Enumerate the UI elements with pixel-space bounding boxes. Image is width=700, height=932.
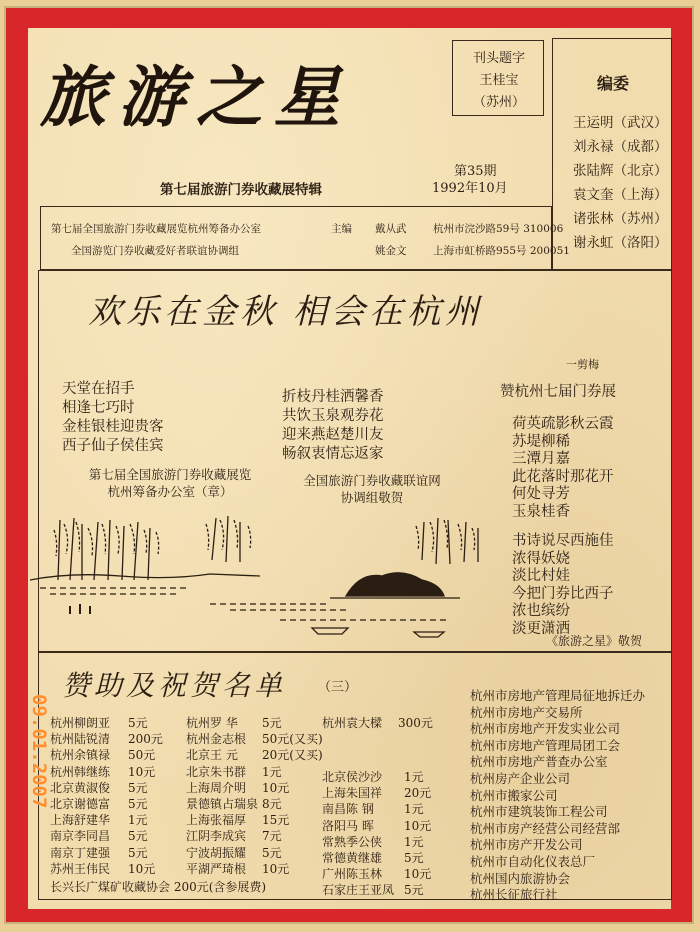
sponsor-amount: 10元 xyxy=(128,764,156,779)
poem-3-title: 赞杭州七届门券展 xyxy=(500,384,616,400)
poem-line: 相逢七巧时 xyxy=(62,400,135,416)
sponsor-organization: 杭州长征旅行社 xyxy=(470,887,558,903)
sponsor-amount: 7元 xyxy=(262,829,282,844)
sponsor-amount: 10元 xyxy=(404,818,432,833)
sponsor-name: 杭州陆锐清 xyxy=(50,732,111,747)
poem-line: 共饮玉泉观券花 xyxy=(282,408,384,424)
chief-editor-1: 戴从武 xyxy=(375,223,407,235)
address-2: 上海市虹桥路955号 200051 xyxy=(433,245,570,257)
sponsor-name: 南京丁建强 xyxy=(50,845,111,860)
sponsor-amount: 5元 xyxy=(128,829,148,844)
sponsor-name: 广州陈玉林 xyxy=(322,867,383,882)
sponsor-organization: 杭州市房产经营公司经营部 xyxy=(470,820,621,836)
sponsor-name: 平湖严琦根 xyxy=(186,861,247,876)
sponsor-name: 常德黄继雄 xyxy=(322,851,383,865)
sponsor-name: 北京朱书群 xyxy=(186,764,247,779)
masthead-title: 旅游之星 xyxy=(40,58,352,136)
sponsor-organization: 杭州市自动化仪表总厂 xyxy=(470,854,596,869)
willow-trees-left xyxy=(54,518,159,580)
poem-line: 书诗说尽西施佳 xyxy=(512,533,614,549)
sponsor-amount: 5元 xyxy=(262,845,282,860)
sponsor-name: 杭州韩继练 xyxy=(50,764,111,779)
editor-name: 王运明（武汉） xyxy=(573,115,668,131)
sponsor-name: 北京王 元 xyxy=(186,748,238,763)
poem-3 xyxy=(512,416,614,638)
greeting-heading: 欢乐在金秋 相会在杭州 xyxy=(88,292,483,332)
poem-line: 淡更潇洒 xyxy=(512,620,570,637)
credit-line: 第七届全国旅游门券收藏展览 xyxy=(88,467,252,482)
special-issue-title: 第七届旅游门券收藏展特辑 xyxy=(160,182,322,198)
sponsor-name: 南昌陈 钢 xyxy=(322,802,374,817)
sponsor-name: 上海周介明 xyxy=(186,780,247,795)
issue-number: 第35期 xyxy=(454,164,497,179)
editorial-board xyxy=(552,38,672,270)
photo-date-stamp-text: 09.01.2007 xyxy=(28,694,50,809)
sponsor-name: 杭州柳朗亚 xyxy=(50,716,111,730)
poem-3-credit: 《旅游之星》敬贺 xyxy=(546,634,643,648)
sponsor-name: 杭州金志根 xyxy=(186,732,247,747)
poem-2 xyxy=(282,388,384,464)
sponsor-amount: 1元 xyxy=(404,802,424,817)
sponsor-amount: 20元(又买) xyxy=(262,748,323,763)
inscription-box xyxy=(452,40,544,116)
sponsor-amount: 5元 xyxy=(262,716,282,730)
sponsor-amount: 10元 xyxy=(128,861,156,876)
sponsor-organization: 杭州市房地产普查办公室 xyxy=(470,754,608,770)
sponsor-amount: 5元 xyxy=(128,780,148,795)
sponsor-name: 上海舒建华 xyxy=(50,813,111,828)
sponsor-amount: 15元 xyxy=(262,813,290,828)
chief-editor-2: 姚金文 xyxy=(375,245,407,257)
sponsor-organization: 杭州市房产开发公司 xyxy=(470,837,583,853)
sponsor-amount: 1元 xyxy=(404,834,424,849)
poem-line: 何处寻芳 xyxy=(512,486,570,502)
poem-2-credit xyxy=(282,472,462,506)
sponsor-organization: 杭州市房地产管理局征地拆迁办 xyxy=(470,688,646,703)
chief-editor-label: 主编 xyxy=(331,223,352,235)
sponsor-name: 常熟季公侠 xyxy=(322,834,383,849)
poem-1-credit xyxy=(60,466,280,500)
poem-line: 今把门券比西子 xyxy=(512,585,614,602)
sponsor-name: 景德镇占瑞泉 xyxy=(186,797,259,811)
poem-3-tune: 一剪梅 xyxy=(566,358,599,371)
sponsor-organization: 杭州市房地产交易所 xyxy=(470,704,583,720)
poem-line: 畅叙衷情忘返家 xyxy=(282,446,384,462)
sponsor-name: 杭州余镇禄 xyxy=(50,748,111,763)
sponsor-name: 上海张福厚 xyxy=(186,813,247,828)
sponsor-organization: 杭州市房地产开发实业公司 xyxy=(470,721,621,737)
editor-name: 诸张林（苏州） xyxy=(573,211,668,227)
sponsor-name: 北京谢德富 xyxy=(50,797,111,811)
sponsor-amount: 5元 xyxy=(128,845,148,860)
inscription-line: （苏州） xyxy=(472,95,525,110)
credit-line: 杭州筹备办公室（章） xyxy=(107,484,233,499)
poem-line: 金桂银桂迎贵客 xyxy=(62,419,164,435)
poem-line: 天堂在招手 xyxy=(62,381,135,397)
poem-line: 浓得妖娆 xyxy=(512,550,570,567)
sponsor-organization: 杭州房产企业公司 xyxy=(470,771,571,786)
issue-date: 1992年10月 xyxy=(432,181,508,196)
address-1: 杭州市浣沙路59号 310006 xyxy=(433,223,564,235)
sponsor-name: 杭州袁大樑 xyxy=(322,716,383,730)
sponsor-amount: 1元 xyxy=(404,770,424,784)
sponsor-amount: 1元 xyxy=(128,813,148,828)
sponsor-organization: 杭州市房地产管理局团工会 xyxy=(470,737,621,753)
sponsor-amount: 1元 xyxy=(262,764,282,779)
willow-trees-middle xyxy=(206,516,251,562)
sponsor-amount: 300元 xyxy=(398,716,433,730)
poem-line: 苏堤柳稀 xyxy=(512,433,570,450)
sponsor-name: 江阴李成宾 xyxy=(186,829,247,844)
sponsor-amount: 5元 xyxy=(404,851,424,865)
inscription-line: 王桂宝 xyxy=(479,73,519,88)
sponsor-name: 苏州王伟民 xyxy=(50,861,111,876)
sponsor-amount: 10元 xyxy=(404,867,432,882)
sponsor-amount: 5元 xyxy=(128,797,148,811)
sponsor-amount: 20元 xyxy=(404,786,432,801)
poem-line: 迎来燕赵楚川友 xyxy=(282,427,384,443)
poem-stanza-gap xyxy=(512,521,614,533)
sponsor-amount: 5元 xyxy=(128,716,148,730)
west-lake-illustration xyxy=(30,510,500,640)
sponsor-name: 南京李同昌 xyxy=(50,829,111,844)
sponsor-amount: 10元 xyxy=(262,861,290,876)
sponsor-organization: 杭州市搬家公司 xyxy=(470,787,558,803)
sponsor-name: 石家庄王亚凤 xyxy=(322,883,395,898)
credit-line: 协调组敬贺 xyxy=(340,490,404,505)
poem-line: 折枝丹桂洒馨香 xyxy=(282,389,384,405)
publisher-info xyxy=(40,206,570,270)
willow-trees-right xyxy=(416,518,478,564)
editor-name: 谢永虹（洛阳） xyxy=(573,235,668,251)
sponsor-amount: 50元 xyxy=(128,748,156,763)
sponsor-name: 北京侯沙沙 xyxy=(322,770,383,784)
poem-line: 荷英疏影秋云霞 xyxy=(512,416,614,432)
sponsor-organization: 杭州国内旅游协会 xyxy=(470,870,571,886)
sponsor-name: 北京黄淑俊 xyxy=(50,780,111,795)
poem-line: 玉泉桂香 xyxy=(512,503,570,520)
sponsor-amount: 10元 xyxy=(262,780,290,795)
sponsor-heading: 赞助及祝贺名单 xyxy=(62,669,287,702)
poem-line: 三潭月嘉 xyxy=(512,451,570,467)
editor-name: 袁文奎（上海） xyxy=(573,187,668,203)
organizer-2: 全国游览门券收藏爱好者联谊协调组 xyxy=(71,245,239,257)
sponsor-amount: 50元(又买) xyxy=(262,732,323,747)
sponsor-line-long: 长兴长广煤矿收藏协会 200元(含参展费) xyxy=(50,880,267,894)
poem-line: 西子仙子侯佳宾 xyxy=(62,438,164,454)
editor-name: 张陆辉（北京） xyxy=(573,163,668,179)
poem-line: 此花落时那花开 xyxy=(512,468,614,485)
sponsor-organization: 杭州市建筑装饰工程公司 xyxy=(470,804,608,820)
editor-name: 刘永禄（成都） xyxy=(573,139,668,155)
sponsor-name: 洛阳马 晖 xyxy=(322,818,374,833)
sponsor-amount: 8元 xyxy=(262,797,282,811)
sponsor-amount: 200元 xyxy=(128,732,163,747)
credit-line: 全国旅游门券收藏联谊网 xyxy=(303,473,441,488)
poem-line: 淡比村娃 xyxy=(512,568,570,584)
sponsor-part-number: （三） xyxy=(318,680,358,695)
sponsor-name: 宁波胡振耀 xyxy=(186,845,247,860)
poem-1 xyxy=(62,380,164,456)
organizer-1: 第七届全国旅游门券收藏展览杭州筹备办公室 xyxy=(51,223,261,235)
poem-line: 浓也缤纷 xyxy=(512,603,570,619)
sponsor-name: 杭州罗 华 xyxy=(186,716,238,730)
inscription-line: 刊头题字 xyxy=(472,51,525,66)
sponsor-name: 上海朱国祥 xyxy=(322,786,383,801)
editorial-board-title: 编委 xyxy=(596,74,629,93)
sponsor-amount: 5元 xyxy=(404,883,424,898)
